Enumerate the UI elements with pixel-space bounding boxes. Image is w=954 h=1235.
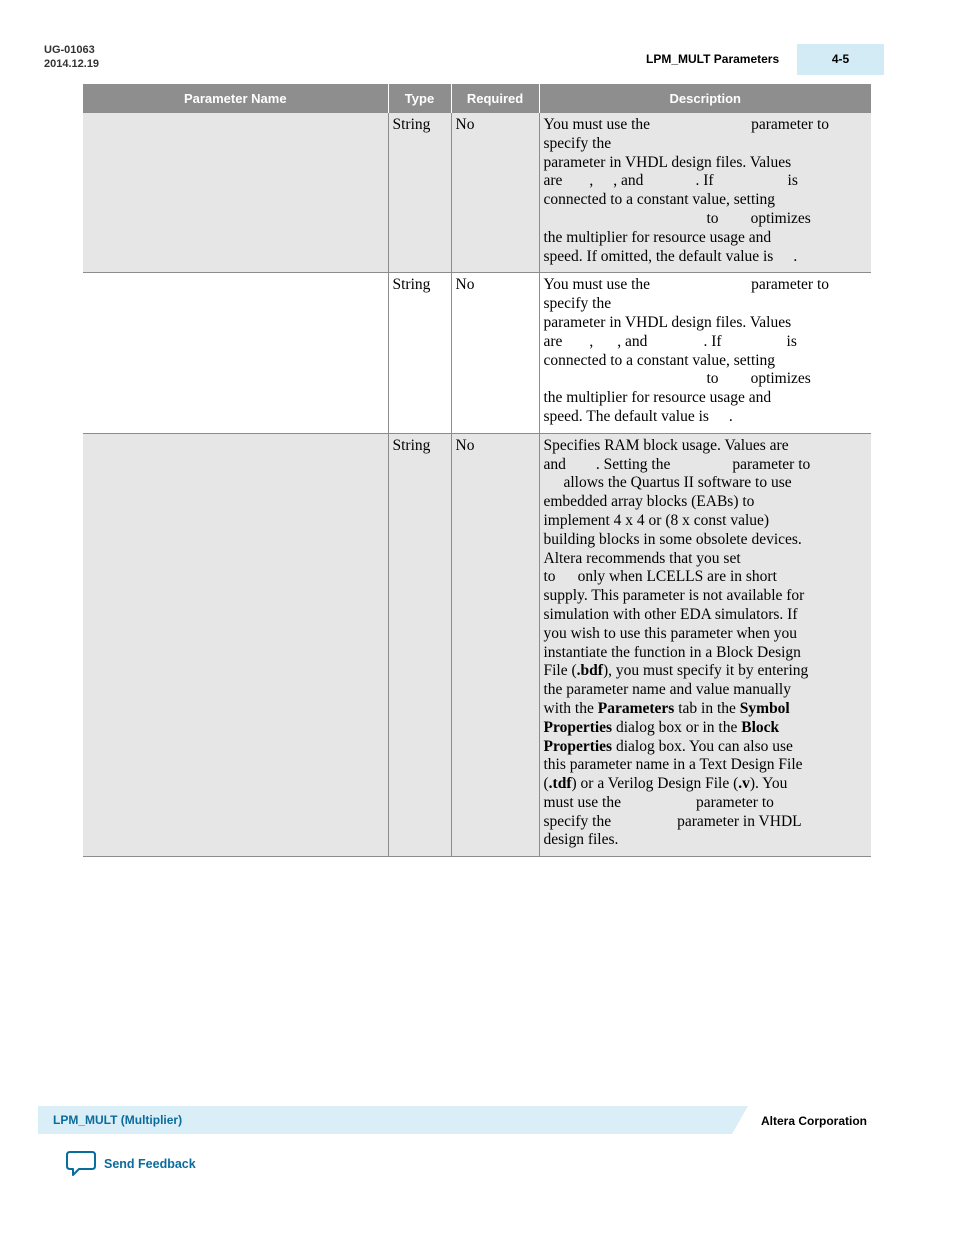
table-row — [83, 433, 871, 857]
company-name: Altera Corporation — [761, 1114, 868, 1128]
desc-text: allows the Quartus II software to use — [563, 474, 792, 492]
desc-text: parameter to — [696, 793, 774, 811]
desc-text: this parameter name in a Text Design File — [543, 756, 803, 774]
desc-text: only when LCELLS are in short — [577, 568, 777, 586]
desc-text: is — [787, 172, 798, 190]
desc-text: , — [589, 332, 594, 350]
desc-text: Symbol — [739, 699, 790, 717]
desc-text: . If — [695, 172, 714, 190]
desc-text: ). You — [749, 775, 788, 793]
desc-text: embedded array blocks (EABs) to — [543, 493, 755, 511]
desc-text: specify the — [543, 134, 612, 152]
doc-date: 2014.12.19 — [44, 58, 100, 70]
param-description-cell — [539, 433, 871, 857]
desc-text: to — [706, 209, 719, 227]
chapter-link[interactable]: LPM_MULT (Multiplier) — [53, 1113, 183, 1127]
desc-text: the multiplier for resource usage and — [543, 389, 772, 407]
desc-text: with the — [543, 699, 594, 717]
desc-text: specify the — [543, 295, 612, 313]
desc-text: , — [589, 172, 594, 190]
desc-text: and — [543, 455, 566, 473]
param-description-cell — [539, 273, 871, 433]
desc-text: to — [543, 568, 556, 586]
param-description-cell — [539, 113, 871, 273]
desc-text: must use the — [543, 793, 621, 811]
param-name-cell — [83, 433, 388, 857]
desc-text: parameter to — [732, 455, 811, 473]
desc-text: are — [543, 332, 563, 350]
table-row — [83, 113, 871, 273]
send-feedback-link[interactable] — [66, 1150, 196, 1178]
param-name-cell — [83, 113, 388, 273]
desc-text: . — [728, 407, 733, 425]
document-id — [44, 43, 99, 71]
desc-text: You must use the — [543, 116, 651, 133]
page-number: 4-5 — [831, 52, 850, 66]
desc-text: . Setting the — [595, 455, 671, 473]
column-header-type: Type — [388, 84, 451, 113]
desc-text: building blocks in some obsolete devices. — [543, 530, 802, 548]
param-name-cell — [83, 273, 388, 433]
parameter-table — [83, 84, 871, 857]
desc-text: parameter to — [751, 116, 829, 133]
param-required-cell: No — [451, 113, 539, 273]
desc-text: Properties — [543, 737, 613, 755]
desc-text: the parameter name and value manually — [543, 681, 791, 699]
desc-text: implement 4 x 4 or (8 x const value) — [543, 511, 770, 529]
desc-text: Properties — [543, 718, 613, 736]
desc-text: optimizes — [750, 209, 811, 227]
desc-text: speed. The default value is — [543, 407, 709, 425]
desc-text: to — [706, 370, 719, 388]
desc-text: parameter in VHDL — [677, 812, 802, 830]
desc-text: , and — [617, 332, 648, 350]
desc-text: ) or a Verilog Design File ( — [571, 775, 739, 793]
doc-number: UG-01063 — [44, 44, 95, 56]
desc-text: connected to a constant value, setting — [543, 351, 776, 369]
param-required-cell: No — [451, 433, 539, 857]
column-header-parameter-name: Parameter Name — [83, 84, 388, 113]
desc-text: .v — [738, 775, 750, 793]
desc-text: connected to a constant value, setting — [543, 191, 776, 209]
desc-text: you wish to use this parameter when you — [543, 624, 798, 642]
param-required-cell: No — [451, 273, 539, 433]
desc-text: ( — [543, 775, 549, 793]
desc-text: parameter in VHDL design files. Values — [543, 153, 792, 171]
desc-text: ), you must specify it by entering — [602, 662, 809, 680]
desc-text: simulation with other EDA simulators. If — [543, 605, 798, 623]
desc-text: parameter in VHDL design files. Values — [543, 313, 792, 331]
desc-text: Altera recommends that you set — [543, 549, 741, 567]
desc-text: are — [543, 172, 563, 190]
column-header-description: Description — [539, 84, 871, 113]
desc-text: . — [793, 247, 798, 265]
desc-text: .bdf — [576, 662, 603, 680]
desc-text: tab in the — [678, 699, 736, 717]
desc-text: specify the — [543, 812, 612, 830]
desc-text: instantiate the function in a Block Design — [543, 643, 801, 661]
desc-text: , and — [613, 172, 644, 190]
desc-text: Block — [741, 718, 780, 736]
desc-text: speed. If omitted, the default value is — [543, 247, 774, 265]
desc-text: File ( — [543, 662, 577, 680]
desc-text: is — [786, 332, 797, 350]
desc-text: supply. This parameter is not available for — [543, 587, 805, 605]
desc-text: dialog box. You can also use — [615, 737, 793, 755]
desc-text: optimizes — [750, 370, 811, 388]
desc-text: the multiplier for resource usage and — [543, 228, 772, 246]
table-row — [83, 273, 871, 433]
desc-text: design files. — [543, 831, 619, 849]
table-header-row — [83, 84, 871, 113]
column-header-required: Required — [451, 84, 539, 113]
param-type-cell: String — [388, 113, 451, 273]
desc-text: You must use the — [543, 276, 651, 294]
param-type-cell: String — [388, 433, 451, 857]
feedback-speech-bubble-icon — [66, 1150, 96, 1178]
param-type-cell: String — [388, 273, 451, 433]
desc-text: parameter to — [751, 276, 829, 294]
send-feedback-label: Send Feedback — [104, 1157, 196, 1171]
section-title: LPM_MULT Parameters — [646, 52, 780, 66]
desc-text: . If — [703, 332, 722, 350]
desc-text: .tdf — [548, 775, 572, 793]
desc-text: Specifies RAM block usage. Values are — [543, 436, 789, 454]
desc-text: Parameters — [597, 699, 675, 717]
desc-text: dialog box or in the — [615, 718, 738, 736]
